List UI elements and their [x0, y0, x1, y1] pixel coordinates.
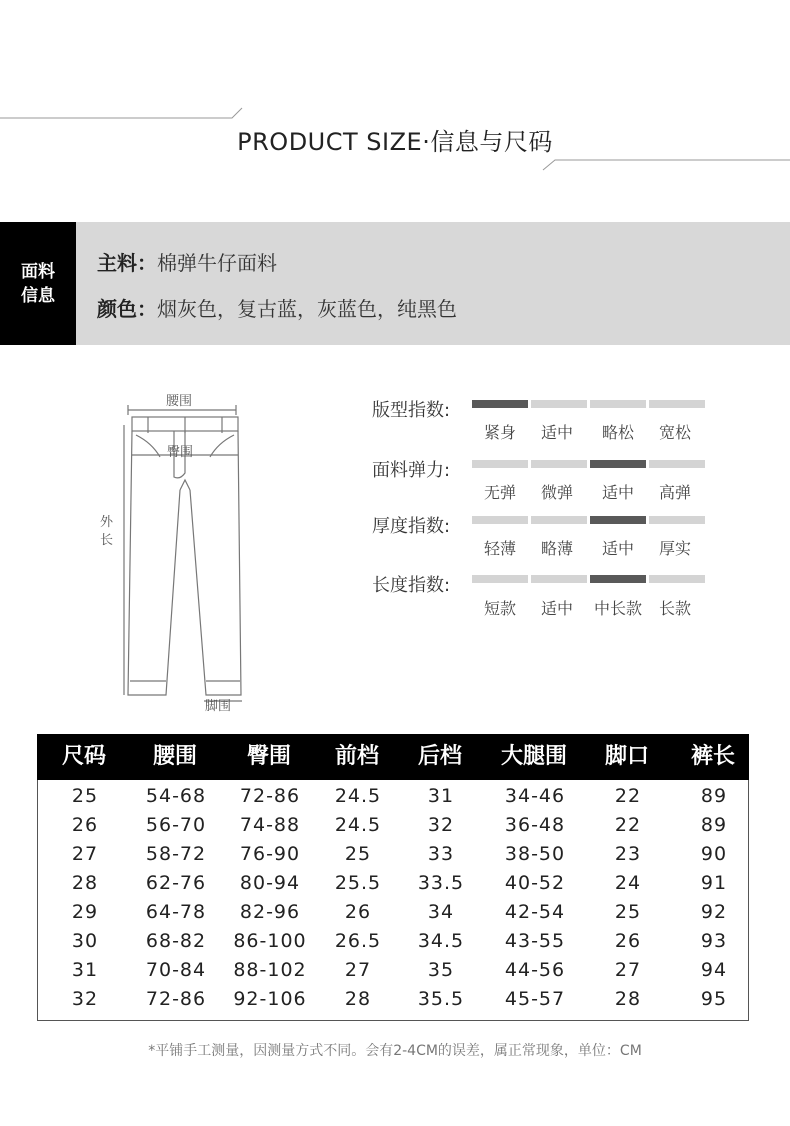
- fabric-info-band: [0, 222, 790, 345]
- cell-hip: 86-100: [233, 930, 307, 952]
- cell-size: 25: [71, 785, 99, 807]
- size-table-header: [37, 734, 749, 780]
- fit-index-bar-4: [649, 400, 705, 408]
- cell-hip: 92-106: [233, 988, 307, 1010]
- cell-front-rise: 25.5: [334, 872, 382, 894]
- outer-length-label-1: 外: [100, 515, 114, 530]
- cell-thigh: 40-52: [504, 872, 566, 894]
- fit-index-option-4: 宽松: [658, 423, 691, 442]
- cell-waist: 58-72: [145, 843, 207, 865]
- length-index-bar-1: [472, 575, 528, 583]
- cell-waist: 54-68: [145, 785, 207, 807]
- material-key: 主料：: [97, 251, 157, 275]
- cell-size: 28: [71, 872, 99, 894]
- length-index-option-4: 长款: [658, 599, 691, 618]
- cell-waist: 72-86: [145, 988, 207, 1010]
- cell-thigh: 44-56: [504, 959, 566, 981]
- cell-hip: 80-94: [239, 872, 301, 894]
- cell-thigh: 38-50: [504, 843, 566, 865]
- cell-front-rise: 24.5: [334, 814, 382, 836]
- thickness-index-bar-3: [590, 516, 646, 524]
- stretch-index-option-1: 无弹: [483, 483, 516, 502]
- header-front-rise: 前档: [334, 744, 380, 769]
- cell-back-rise: 34: [427, 901, 455, 923]
- thickness-index-label: 厚度指数:: [372, 516, 451, 537]
- cell-waist: 56-70: [145, 814, 207, 836]
- cell-back-rise: 34.5: [417, 930, 465, 952]
- fit-index-bar-2: [531, 400, 587, 408]
- cell-size: 29: [71, 901, 99, 923]
- length-index-bar-3: [590, 575, 646, 583]
- cell-waist: 64-78: [145, 901, 207, 923]
- outer-length-label: [100, 514, 113, 550]
- cell-hip: 72-86: [239, 785, 301, 807]
- pants-diagram: [100, 385, 280, 715]
- page-title: PRODUCT SIZE·信息与尺码: [237, 128, 553, 156]
- header-waist: 腰围: [152, 744, 198, 769]
- hem-label: 脚围: [205, 699, 232, 714]
- cell-waist: 68-82: [145, 930, 207, 952]
- fabric-info-tag: [0, 222, 76, 345]
- material-value: 棉弹牛仔面料: [157, 251, 277, 275]
- cell-thigh: 42-54: [504, 901, 566, 923]
- cell-leg-opening: 22: [614, 814, 642, 836]
- cell-leg-opening: 23: [614, 843, 642, 865]
- table-row: [38, 785, 748, 814]
- header-leg-opening: 脚口: [604, 744, 650, 769]
- table-row: [38, 959, 748, 988]
- cell-waist: 62-76: [145, 872, 207, 894]
- waist-label: 腰围: [166, 394, 193, 409]
- cell-thigh: 34-46: [504, 785, 566, 807]
- table-row: [38, 872, 748, 901]
- cell-front-rise: 25: [344, 843, 372, 865]
- stretch-index-label: 面料弹力:: [372, 460, 451, 481]
- cell-pants-length: 91: [700, 872, 728, 894]
- cell-thigh: 45-57: [504, 988, 566, 1010]
- length-index-bar-2: [531, 575, 587, 583]
- cell-hip: 76-90: [239, 843, 301, 865]
- cell-leg-opening: 22: [614, 785, 642, 807]
- cell-pants-length: 92: [700, 901, 728, 923]
- outer-length-label-2: 长: [100, 533, 114, 548]
- color-value: 烟灰色，复古蓝，灰蓝色，纯黑色: [157, 297, 457, 321]
- cell-front-rise: 24.5: [334, 785, 382, 807]
- cell-hip: 82-96: [239, 901, 301, 923]
- cell-pants-length: 89: [700, 814, 728, 836]
- cell-size: 27: [71, 843, 99, 865]
- cell-leg-opening: 25: [614, 901, 642, 923]
- thickness-index-option-1: 轻薄: [483, 539, 516, 558]
- length-index-label: 长度指数:: [372, 575, 451, 596]
- cell-back-rise: 32: [427, 814, 455, 836]
- thickness-index-option-3: 适中: [601, 539, 634, 558]
- cell-back-rise: 33: [427, 843, 455, 865]
- thickness-index-option-4: 厚实: [658, 539, 691, 558]
- cell-hip: 74-88: [239, 814, 301, 836]
- material-row: [97, 247, 277, 276]
- cell-waist: 70-84: [145, 959, 207, 981]
- cell-back-rise: 35.5: [417, 988, 465, 1010]
- cell-pants-length: 90: [700, 843, 728, 865]
- stretch-index-bar-4: [649, 460, 705, 468]
- thickness-index-bar-1: [472, 516, 528, 524]
- cell-front-rise: 26.5: [334, 930, 382, 952]
- cell-size: 26: [71, 814, 99, 836]
- cell-leg-opening: 24: [614, 872, 642, 894]
- stretch-index-bar-3: [590, 460, 646, 468]
- table-row: [38, 843, 748, 872]
- cell-back-rise: 33.5: [417, 872, 465, 894]
- length-index-bar-4: [649, 575, 705, 583]
- cell-leg-opening: 27: [614, 959, 642, 981]
- cell-thigh: 43-55: [504, 930, 566, 952]
- color-row: [97, 293, 457, 322]
- cell-size: 32: [71, 988, 99, 1010]
- cell-pants-length: 93: [700, 930, 728, 952]
- hip-label: 臀围: [167, 445, 194, 460]
- fit-index-option-1: 紧身: [483, 423, 516, 442]
- header-back-rise: 后档: [417, 744, 463, 769]
- header-size: 尺码: [61, 744, 107, 769]
- cell-front-rise: 26: [344, 901, 372, 923]
- cell-pants-length: 94: [700, 959, 728, 981]
- table-row: [38, 901, 748, 930]
- table-row: [38, 814, 748, 843]
- fit-index-bar-1: [472, 400, 528, 408]
- cell-front-rise: 28: [344, 988, 372, 1010]
- stretch-index-option-3: 适中: [601, 483, 634, 502]
- thickness-index-bar-2: [531, 516, 587, 524]
- stretch-index-bar-1: [472, 460, 528, 468]
- cell-pants-length: 89: [700, 785, 728, 807]
- header-pants-length: 裤长: [690, 744, 736, 769]
- cell-back-rise: 31: [427, 785, 455, 807]
- size-table-body: [37, 780, 749, 1021]
- cell-front-rise: 27: [344, 959, 372, 981]
- thickness-index-bar-4: [649, 516, 705, 524]
- cell-size: 31: [71, 959, 99, 981]
- thickness-index-option-2: 略薄: [540, 539, 573, 558]
- stretch-index-option-4: 高弹: [658, 483, 691, 502]
- cell-pants-length: 95: [700, 988, 728, 1010]
- measurement-note: *平铺手工测量，因测量方式不同。会有2-4CM的误差，属正常现象，单位：CM: [148, 1043, 642, 1059]
- table-row: [38, 988, 748, 1017]
- stretch-index-option-2: 微弹: [540, 483, 573, 502]
- fabric-info-tag-line2: 信息: [21, 285, 55, 306]
- cell-back-rise: 35: [427, 959, 455, 981]
- cell-size: 30: [71, 930, 99, 952]
- length-index-option-3: 中长款: [593, 599, 642, 618]
- length-index-option-2: 适中: [540, 599, 573, 618]
- cell-hip: 88-102: [233, 959, 307, 981]
- cell-leg-opening: 26: [614, 930, 642, 952]
- color-key: 颜色：: [97, 297, 157, 321]
- cell-thigh: 36-48: [504, 814, 566, 836]
- fit-index-bar-3: [590, 400, 646, 408]
- table-row: [38, 930, 748, 959]
- stretch-index-bar-2: [531, 460, 587, 468]
- fabric-info-tag-line1: 面料: [21, 261, 55, 282]
- fit-index-option-2: 适中: [540, 423, 573, 442]
- header-thigh: 大腿围: [500, 744, 568, 769]
- header-hip: 臀围: [246, 744, 292, 769]
- cell-leg-opening: 28: [614, 988, 642, 1010]
- fit-index-label: 版型指数:: [372, 400, 451, 421]
- fit-index-option-3: 略松: [601, 423, 634, 442]
- length-index-option-1: 短款: [483, 599, 516, 618]
